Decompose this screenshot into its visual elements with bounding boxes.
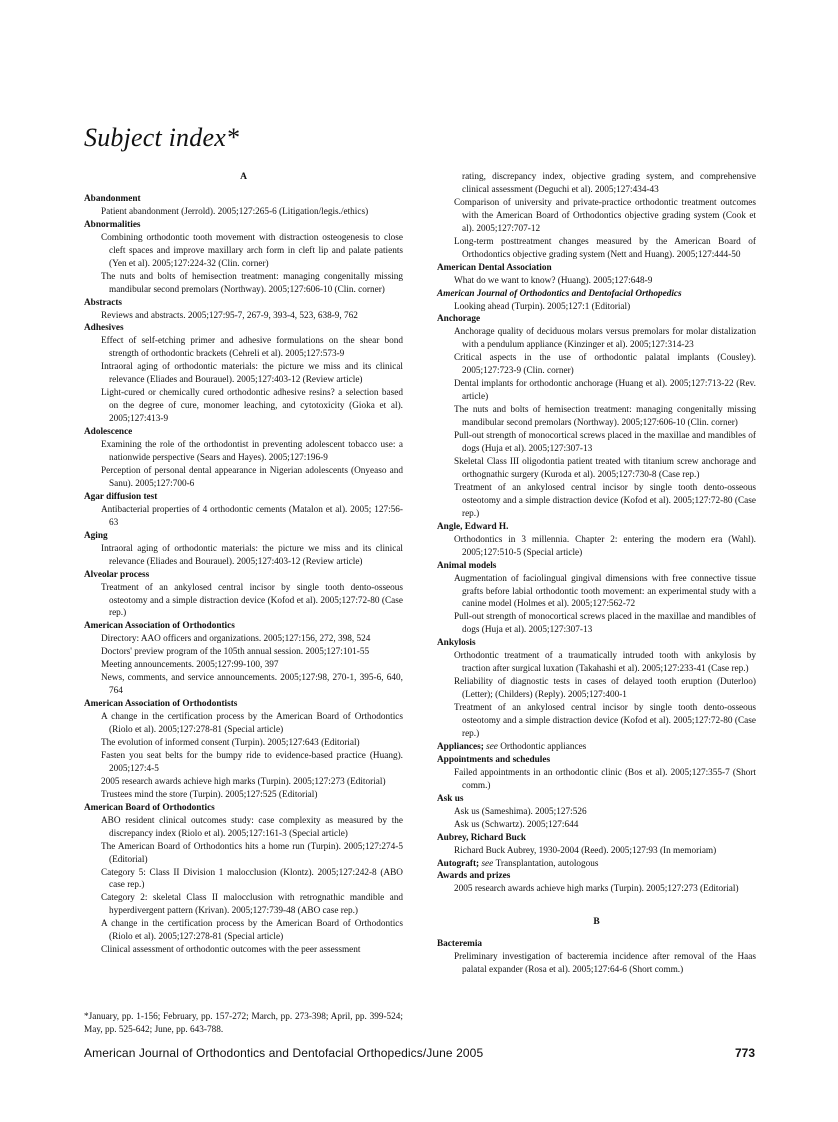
index-entry: Comparison of university and private-practice orthodontic treatment outcomes with the American Board of Orthodontics objective grading system (Cook et al). 2005;127:707-12 (454, 197, 756, 234)
index-entry: Orthodontics in 3 millennia. Chapter 2: entering the modern era (Wahl). 2005;127:510-5 (Special article) (454, 534, 756, 558)
cross-reference-term: Autograft; (437, 858, 480, 869)
index-entry: Reliability of diagnostic tests in cases of delayed tooth eruption (Duterloo) (Letter); (Childers) (Reply). 2005;127:400-1 (454, 677, 756, 701)
index-entry: Looking ahead (Turpin). 2005;127:1 (Editorial) (454, 301, 631, 312)
index-entry: Intraoral aging of orthodontic materials: the picture we miss and its clinical relevance (Eliades and Bourauel). 2005;127:403-12 (Review article) (101, 362, 403, 386)
index-term: Appointments and schedules (437, 754, 551, 765)
index-entry: Meeting announcements. 2005;127:99-100, 397 (101, 660, 279, 671)
index-entry: Orthodontic treatment of a traumatically intruded tooth with ankylosis by traction after surgical luxation (Takahashi et al). 2005;127:233-41 (Case rep.) (454, 651, 756, 675)
index-entry: 2005 research awards achieve high marks (Turpin). 2005;127:273 (Editorial) (101, 776, 386, 787)
journal-footer: American Journal of Orthodontics and Dentofacial Orthopedics/June 2005 (84, 1046, 484, 1060)
index-column-right (437, 171, 756, 977)
index-term: Aubrey, Richard Buck (437, 832, 527, 843)
index-entry: Treatment of an ankylosed central incisor by single tooth dento-osseous osteotomy and a simple distraction device (Kofod et al). 2005;127:72-80 (Case rep.) (454, 482, 756, 519)
index-entry: Treatment of an ankylosed central incisor by single tooth dento-osseous osteotomy and a simple distraction device (Kofod et al). 2005;127:72-80 (Case rep.) (101, 582, 403, 619)
page-title: Subject index* (84, 123, 240, 152)
index-entry: Treatment of an ankylosed central incisor by single tooth dento-osseous osteotomy and a simple distraction device (Kofod et al). 2005;127:72-80 (Case rep.) (454, 703, 756, 739)
index-entry: Ask us (Sameshima). 2005;127:526 (454, 806, 587, 817)
index-entry: What do we want to know? (Huang). 2005;127:648-9 (454, 275, 653, 286)
index-entry: Failed appointments in an orthodontic clinic (Bos et al). 2005;127:355-7 (Short comm.) (454, 767, 756, 791)
index-term-cross-reference (437, 741, 756, 754)
index-term-cross-reference (437, 858, 756, 871)
index-term: Abandonment (84, 193, 141, 204)
index-entry: Richard Buck Aubrey, 1930-2004 (Reed). 2005;127:93 (In memoriam) (454, 845, 717, 856)
index-term: American Journal of Orthodontics and Dentofacial Orthopedics (437, 288, 682, 299)
index-entry: ABO resident clinical outcomes study: case complexity as measured by the discrepancy index (Riolo et al). 2005;127:161-3 (Special article) (101, 815, 403, 839)
index-entry: Effect of self-etching primer and adhesive formulations on the shear bond strength of orthodontic brackets (Cehreli et al). 2005;127:573-9 (101, 336, 403, 360)
index-entry: Reviews and abstracts. 2005;127:95-7, 267-9, 393-4, 523, 638-9, 762 (101, 310, 358, 321)
index-entry: Light-cured or chemically cured orthodontic adhesive resins? a selection based on the degree of cure, monomer leaching, and cytotoxicity (Gioka et al). 2005;127:413-9 (101, 388, 403, 425)
index-entry: Dental implants for orthodontic anchorage (Huang et al). 2005;127:713-22 (Rev. article) (454, 379, 756, 403)
section-letter: A (240, 172, 247, 182)
index-entry: Augmentation of faciolingual gingival dimensions with free connective tissue grafts before labial orthodontic tooth movement: an experimental study with a canine model (Holmes et al). 2005;127:562-72 (454, 573, 756, 610)
index-term: Aging (84, 530, 108, 541)
index-entry: Ask us (Schwartz). 2005;127:644 (454, 819, 579, 830)
index-entry: The nuts and bolts of hemisection treatment: managing congenitally missing mandibular second premolars (Northway). 2005;127:606-10 (Clin. corner) (101, 271, 403, 295)
index-entry: Pull-out strength of monocortical screws placed in the maxillae and mandibles of dogs (Huja et al). 2005;127:307-13 (454, 612, 756, 636)
index-entry: Fasten you seat belts for the bumpy ride to evidence-based practice (Huang). 2005;127:4-5 (101, 750, 403, 774)
see-label: see (481, 858, 494, 869)
index-term: Alveolar process (84, 569, 150, 580)
cross-reference-target: Transplantation, autologous (495, 858, 599, 869)
index-entry: A change in the certification process by the American Board of Orthodontics (Riolo et al). 2005;127:278-81 (Special article) (101, 919, 403, 943)
see-label: see (486, 741, 498, 752)
index-term: Abnormalities (84, 219, 141, 230)
issue-page-footnote: *January, pp. 1-156; February, pp. 157-272; March, pp. 273-398; April, pp. 399-524; May, pp. 525-642; June, pp. 643-788. (84, 1012, 403, 1035)
index-entry: Trustees mind the store (Turpin). 2005;127:525 (Editorial) (101, 789, 318, 800)
index-term: Adolescence (84, 427, 133, 438)
index-entry: Directory: AAO officers and organizations. 2005;127:156, 272, 398, 524 (101, 634, 371, 645)
index-entry: Anchorage quality of deciduous molars versus premolars for molar distalization with a pendulum appliance (Kinzinger et al). 2005;127:314-23 (454, 327, 756, 351)
section-letter: B (593, 917, 600, 928)
index-term: American Board of Orthodontics (84, 802, 215, 813)
index-term: Ask us (437, 793, 464, 804)
index-term: American Association of Orthodontists (84, 699, 238, 710)
index-column-left (84, 171, 403, 957)
index-entry: Antibacterial properties of 4 orthodontic cements (Matalon et al). 2005; 127:56-63 (101, 504, 403, 528)
index-entry: Doctors' preview program of the 105th annual session. 2005;127:101-55 (101, 647, 370, 658)
index-entry: A change in the certification process by the American Board of Orthodontics (Riolo et al). 2005;127:278-81 (Special article) (101, 712, 403, 736)
index-entry: Perception of personal dental appearance in Nigerian adolescents (Onyeaso and Sanu). 2005;127:700-6 (101, 465, 403, 489)
index-entry: Critical aspects in the use of orthodontic palatal implants (Cousley). 2005;127:723-9 (Clin. corner) (454, 353, 756, 377)
index-entry: The evolution of informed consent (Turpin). 2005;127:643 (Editorial) (101, 737, 360, 748)
index-term: Animal models (437, 560, 497, 571)
page-number: 773 (734, 1046, 755, 1060)
index-term: Anchorage (437, 314, 481, 325)
index-entry: Pull-out strength of monocortical screws placed in the maxillae and mandibles of dogs (Huja et al). 2005;127:307-13 (454, 431, 756, 455)
index-term: Agar diffusion test (84, 491, 158, 502)
index-entry: Category 5: Class II Division 1 malocclusion (Klontz). 2005;127:242-8 (ABO case rep.) (101, 867, 403, 891)
index-entry: News, comments, and service announcements. 2005;127:98, 270-1, 395-6, 640, 764 (101, 673, 403, 697)
cross-reference-term: Appliances; (437, 741, 484, 752)
index-term: Awards and prizes (437, 871, 511, 882)
index-term: Ankylosis (437, 638, 476, 649)
index-entry: Combining orthodontic tooth movement with distraction osteogenesis to close cleft spaces and improve maxillary arch form in cleft lip and palate patients (Yen et al). 2005;127:224-32 (Clin. corner) (101, 232, 403, 269)
index-entry: Clinical assessment of orthodontic outcomes with the peer assessment (101, 945, 361, 956)
index-entry: Examining the role of the orthodontist in preventing adolescent tobacco use: a nationwide perspective (Sears and Hayes). 2005;127:196-9 (101, 440, 403, 464)
index-entry: Patient abandonment (Jerrold). 2005;127:265-6 (Litigation/legis./ethics) (101, 206, 369, 217)
index-entry: The nuts and bolts of hemisection treatment: managing congenitally missing mandibular second premolars (Northway). 2005;127:606-10 (Clin. corner) (454, 405, 756, 429)
cross-reference-target: Orthodontic appliances (500, 741, 587, 752)
index-entry: The American Board of Orthodontics hits a home run (Turpin). 2005;127:274-5 (Editorial) (101, 841, 403, 865)
index-entry: Category 2: skeletal Class II malocclusion with retrognathic mandible and hyperdivergent pattern (Krivan). 2005;127:739-48 (ABO case rep.) (101, 893, 403, 917)
index-entry: Long-term posttreatment changes measured by the American Board of Orthodontics objective grading system (Nett and Huang). 2005;127:444-50 (454, 236, 756, 260)
index-term: Adhesives (84, 323, 124, 334)
index-term: Angle, Edward H. (437, 521, 509, 532)
index-term: American Dental Association (437, 262, 552, 273)
index-entry: Skeletal Class III oligodontia patient treated with titanium screw anchorage and orthognathic surgery (Kuroda et al). 2005;127:730-8 (Case rep.) (454, 456, 756, 480)
index-term: Abstracts (84, 297, 123, 308)
index-term: American Association of Orthodontics (84, 621, 235, 632)
index-term: Bacteremia (437, 939, 483, 950)
index-entry: Preliminary investigation of bacteremia incidence after removal of the Haas palatal expander (Rosa et al). 2005;127:64-6 (Short comm.) (454, 952, 756, 976)
index-entry: Intraoral aging of orthodontic materials: the picture we miss and its clinical relevance (Eliades and Bourauel). 2005;127:403-12 (Review article) (101, 543, 403, 567)
index-entry-continued: rating, discrepancy index, objective grading system, and comprehensive clinical assessment (Deguchi et al). 2005;127:434-43 (462, 172, 756, 195)
index-entry: 2005 research awards achieve high marks (Turpin). 2005;127:273 (Editorial) (454, 884, 739, 895)
